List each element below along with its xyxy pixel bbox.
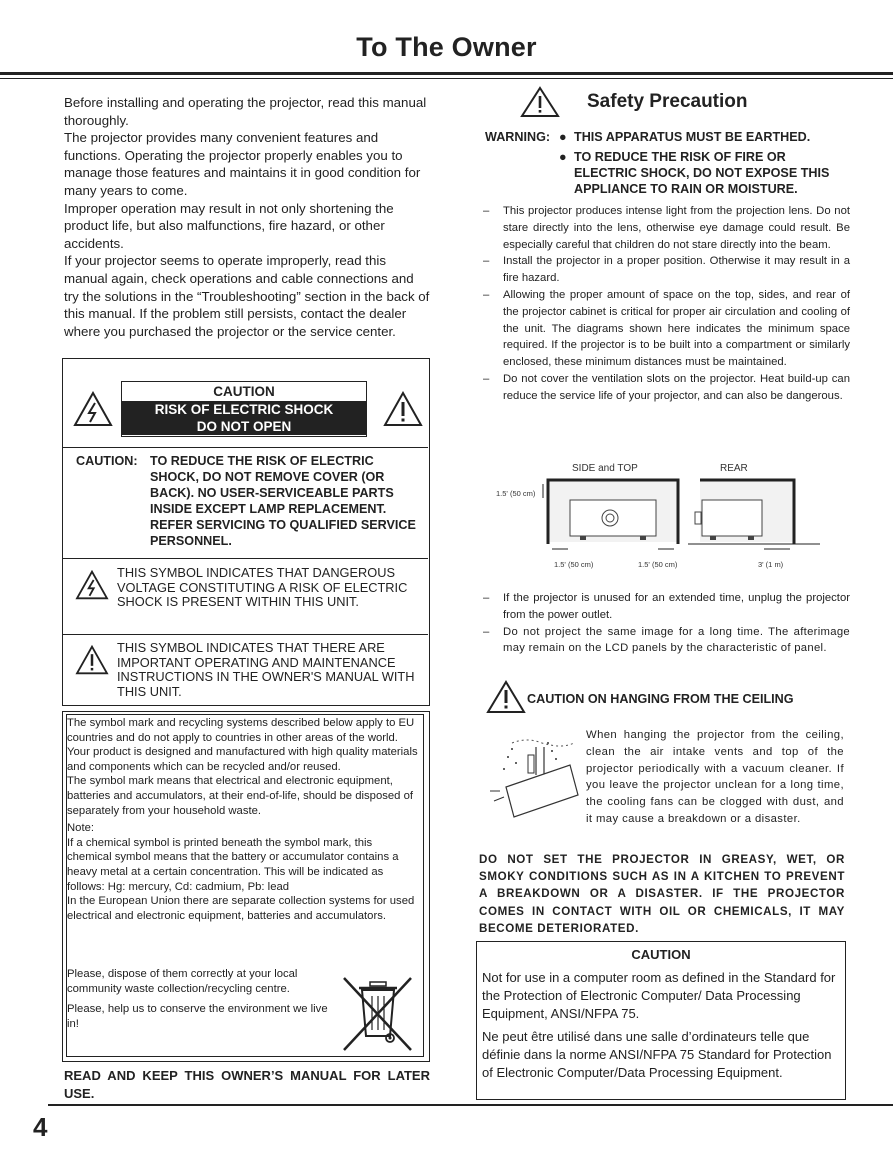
risk-line: RISK OF ELECTRIC SHOCK (154, 402, 334, 417)
caution-statement (76, 453, 421, 549)
greasy-warning: DO NOT SET THE PROJECTOR IN GREASY, WET, OR SMOKY CONDITIONS SUCH AS IN A KITCHEN TO PREVENT A BREAKDOWN OR A DISASTER. IF THE PROJECTOR COMES IN CONTACT WITH OIL OR CHEMICALS, IT MAY BECOME DETERIORATED. (479, 853, 845, 935)
safety-list-2 (481, 590, 850, 657)
caution-prefix: CAUTION: (76, 454, 138, 468)
warning-exclamation-icon (383, 391, 423, 427)
divider (63, 558, 428, 559)
header-rule-thin (0, 78, 893, 79)
caution-box (62, 358, 430, 706)
safety-item: – If the projector is unused for an extended time, unplug the projector from the power outlet. (481, 590, 850, 624)
recycling-paragraph: In the European Union there are separate collection systems for used electrical and electronic equipment, batteries and accumulators. (67, 895, 415, 922)
header-rule (0, 72, 893, 75)
safety-item: – Do not cover the ventilation slots on the projector. Heat build-up can reduce the service life of your projector, and can also be dangerous. (481, 371, 850, 405)
shock-symbol-text: THIS SYMBOL INDICATES THAT DANGEROUS VOLTAGE CONSTITUTING A RISK OF ELECTRIC SHOCK IS PRESENT WITHIN THIS UNIT. (117, 565, 408, 610)
computer-room-english: Not for use in a computer room as defined in the Standard for the Protection of Electronic Computer/ Data Processing Equipment, ANSI/NFPA 75. (482, 970, 836, 1021)
warning-exclamation-icon (75, 645, 109, 675)
safety-heading: Safety Precaution (587, 91, 748, 112)
intro-paragraph: If your projector seems to operate improperly, read this manual again, check operations and cable connections and try the solutions in the “Troubleshooting” section in the back of this manual. If the problem still persists, contact the dealer where you purchased the projector or the service center. (64, 253, 430, 339)
intro-paragraph: Before installing and operating the projector, read this manual thoroughly. (64, 95, 427, 128)
computer-room-caution-label: CAUTION (631, 947, 691, 962)
page-title: To The Owner (356, 32, 537, 62)
intro-paragraph: Improper operation may result in not only shortening the product life, but also malfunctions, fire hazard, or other accidents. (64, 200, 394, 251)
recycling-paragraph: If a chemical symbol is printed beneath the symbol mark, this chemical symbol means that the battery or accumulator contains a heavy metal at a certain concentration. This will be indicated as follows: Hg: mercury, Cd: cadmium, Pb: lead (67, 836, 399, 893)
electric-shock-icon (73, 391, 113, 427)
recycling-text-bottom (67, 967, 339, 1031)
hanging-heading: CAUTION ON HANGING FROM THE CEILING (527, 692, 794, 706)
note-label: Note: (67, 822, 95, 835)
warning-earthed: THIS APPARATUS MUST BE EARTHED. (574, 130, 811, 144)
caution-label: CAUTION (213, 384, 275, 399)
recycling-text (67, 716, 419, 923)
do-not-open-line: DO NOT OPEN (196, 419, 292, 434)
clearance-diagram (490, 458, 850, 574)
ceiling-projector-illustration (482, 735, 582, 825)
bullet-icon: ● (559, 130, 567, 144)
divider (63, 447, 428, 448)
bullet-icon: ● (559, 150, 567, 164)
warning-exclamation-icon (486, 680, 526, 714)
recycling-paragraph: Please, help us to conserve the environment we live in! (67, 1003, 328, 1030)
side-top-label: SIDE and TOP (572, 463, 638, 474)
computer-room-french: Ne peut être utilisé dans une salle d’ordinateurs telle que définie dans la norme ANSI/NFPA 75 Standard for Protection of Electronic Computer/Data Processing Equipment. (482, 1029, 832, 1080)
warning-label: WARNING: (485, 130, 551, 144)
divider (63, 634, 428, 635)
dim-right-label: 1.5' (50 cm) (638, 560, 678, 569)
dim-top-label: 1.5' (50 cm) (496, 489, 536, 498)
dim-left-label: 1.5' (50 cm) (554, 560, 594, 569)
exclaim-symbol-text: THIS SYMBOL INDICATES THAT THERE ARE IMPORTANT OPERATING AND MAINTENANCE INSTRUCTIONS IN THE OWNER'S MANUAL WITH THIS UNIT. (117, 640, 415, 699)
intro-text (64, 94, 430, 340)
recycling-paragraph: The symbol mark means that electrical and electronic equipment, batteries and accumulators, at their end-of-life, should be disposed of separately from your household waste. (67, 775, 414, 817)
computer-room-caution-box (476, 941, 846, 1100)
warning-exclamation-icon (520, 86, 560, 118)
safety-item: – Allowing the proper amount of space on the top, sides, and rear of the projector cabinet is critical for proper air circulation and cooling of the unit. The diagrams shown here indicates the minimum space required. If the projector is to be built into a compartment or similarly enclosed, these minimum distances must be maintained. (481, 287, 850, 371)
intro-paragraph: The projector provides many convenient features and functions. Operating the projector properly enables you to manage those features and maintains it in good condition for many years to come. (64, 130, 421, 198)
recycling-box (62, 711, 430, 1062)
safety-item: – Do not project the same image for a long time. The afterimage may remain on the LCD panels by the characteristic of panel. (481, 624, 850, 658)
warning-moisture: TO REDUCE THE RISK OF FIRE OR ELECTRIC SHOCK, DO NOT EXPOSE THIS APPLIANCE TO RAIN OR MOISTURE. (574, 150, 830, 196)
warning-block (485, 129, 855, 197)
crossed-bin-icon (341, 974, 415, 1054)
caution-label-box (121, 381, 367, 437)
safety-list (481, 203, 850, 405)
dim-rear-label: 3' (1 m) (758, 560, 784, 569)
recycling-paragraph: Please, dispose of them correctly at your local community waste collection/recycling centre. (67, 968, 298, 995)
recycling-paragraph: Your product is designed and manufactured with high quality materials and components which can be recycled and/or reused. (67, 746, 418, 773)
caution-text: TO REDUCE THE RISK OF ELECTRIC SHOCK, DO NOT REMOVE COVER (OR BACK). NO USER-SERVICEABLE PARTS INSIDE EXCEPT LAMP REPLACEMENT. REFER SERVICING TO QUALIFIED SERVICE PERSONNEL. (150, 454, 416, 548)
footer-rule (48, 1104, 893, 1106)
electric-shock-icon (75, 570, 109, 600)
safety-item: – Install the projector in a proper position. Otherwise it may result in a fire hazard. (481, 253, 850, 287)
read-keep-notice: READ AND KEEP THIS OWNER’S MANUAL FOR LATER USE. (64, 1068, 430, 1101)
hanging-text: When hanging the projector from the ceiling, clean the air intake vents and top of the projector periodically with a vacuum cleaner. If you leave the projector unclean for a long time, the cooling fans can be clogged with dust, and it may cause a breakdown or a disaster. (586, 729, 844, 825)
recycling-paragraph: The symbol mark and recycling systems described below apply to EU countries and do not apply to countries in other areas of the world. (67, 717, 415, 744)
page-number: 4 (33, 1112, 48, 1142)
rear-label: REAR (720, 463, 748, 474)
safety-item: – This projector produces intense light from the projection lens. Do not stare directly into the lens, otherwise eye damage could result. Be especially careful that children do not stare directly into the beam. (481, 203, 850, 253)
